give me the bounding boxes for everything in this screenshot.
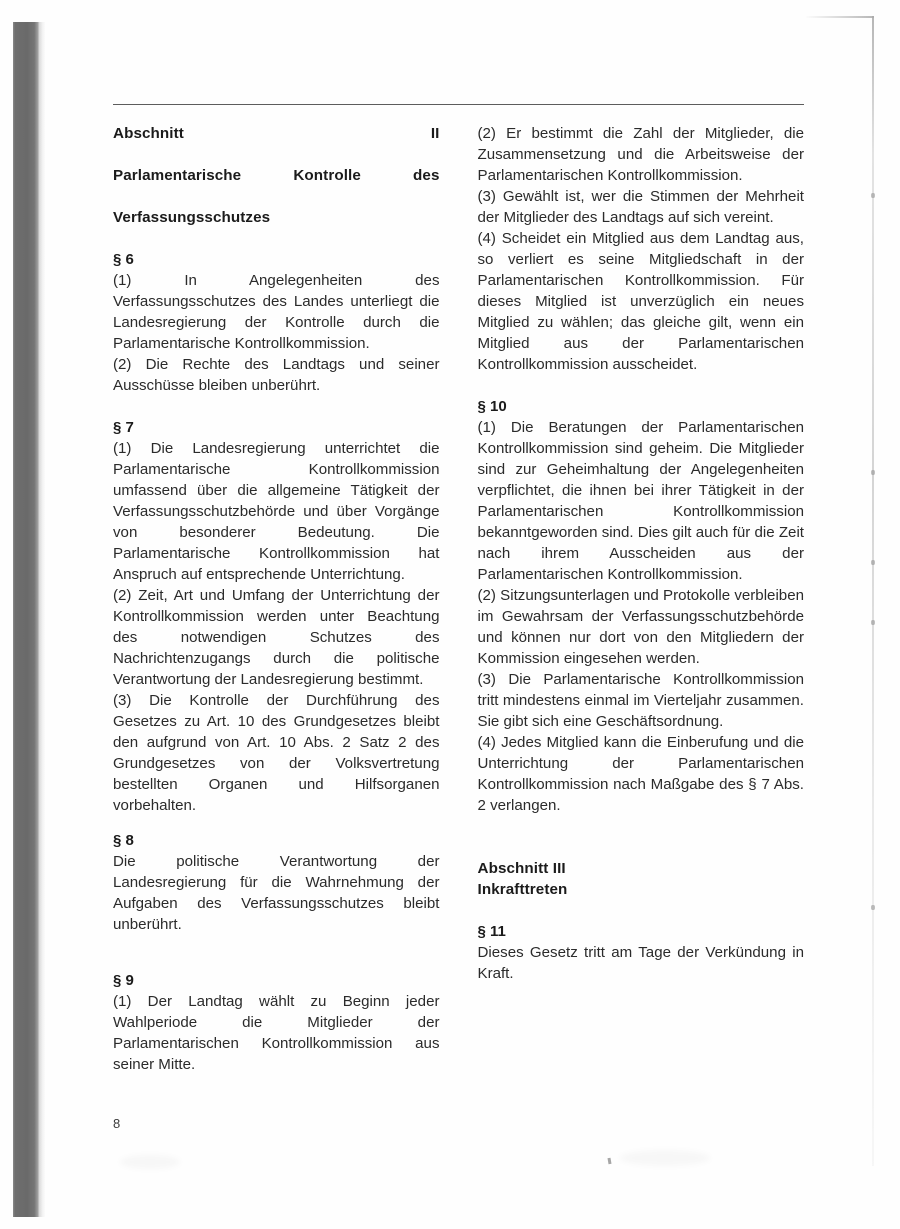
paragraph-heading-8: § 8 xyxy=(113,832,134,849)
left-column xyxy=(113,123,440,1133)
spacer xyxy=(478,375,805,396)
spacer xyxy=(478,900,805,921)
right-column xyxy=(478,123,805,984)
paragraph-6-2: (2) Die Rechte des Landtags und seiner Ausschüsse bleiben unberührt. xyxy=(113,356,440,394)
paragraph-9-4: (4) Scheidet ein Mitglied aus dem Landtag aus, so verliert es seine Mitgliedschaft in der Parlamentarischen Kontrollkommission. Für dieses Mitglied ist unverzüglich ein neues Mitglied zu wählen; das gleiche gilt, wenn ein Mitglied aus der Parlamentarischen Kontrollkommission ausscheidet. xyxy=(477,230,804,373)
section-heading-line: Abschnitt III xyxy=(477,860,566,877)
scan-smudge xyxy=(620,1150,710,1166)
paragraph-6-1: (1) In Angelegenheiten des Verfassungsschutzes des Landes unterliegt die Landesregierung der Kontrolle durch die Parlamentarische Kontrollkommission. xyxy=(113,272,440,352)
binding-highlight-artifact xyxy=(39,22,45,1217)
section-heading-line: Parlamentarische Kontrolle des xyxy=(113,167,440,184)
section-heading-line: Inkrafttreten xyxy=(477,881,568,898)
page-edge-nick-icon xyxy=(871,905,875,910)
page-edge-nick-icon xyxy=(871,193,875,198)
spacer xyxy=(113,816,440,830)
paragraph-10-1: (1) Die Beratungen der Parlamentarischen Kontrollkommission sind geheim. Die Mitglieder sind zur Geheimhaltung der Angelegenheiten verpflichtet, die ihnen bei ihrer Tätigkeit in der Parlamentarischen Kontrollkommission bekanntgeworden sind. Dies gilt auch für die Zeit nach ihrem Ausscheiden aus der Parlamentarischen Kontrollkommission. xyxy=(477,419,804,583)
spacer xyxy=(113,396,440,417)
spacer xyxy=(113,228,440,249)
paragraph-9-1: (1) Der Landtag wählt zu Beginn jeder Wahlperiode die Mitglieder der Parlamentarischen Kontrollkommission aus seiner Mitte. xyxy=(113,993,440,1073)
stray-ink-mark xyxy=(608,1158,612,1164)
paragraph-10-4: (4) Jedes Mitglied kann die Einberufung und die Unterrichtung der Parlamentarischen Kontrollkommission nach Maßgabe des § 7 Abs. 2 verlangen. xyxy=(477,734,804,814)
paragraph-10-2: (2) Sitzungsunterlagen und Protokolle verbleiben im Gewahrsam der Verfassungsschutzbehörde und können nur dort von den Mitgliedern der Kommission eingesehen werden. xyxy=(477,587,804,667)
section-heading-line: Verfassungsschutzes xyxy=(113,209,271,226)
spacer xyxy=(113,956,440,970)
page-edge-nick-icon xyxy=(871,560,875,565)
paragraph-7-2: (2) Zeit, Art und Umfang der Unterrichtung der Kontrollkommission werden unter Beachtung des notwendigen Schutzes des Nachrichtenzugangs durch die politische Verantwortung der Landesregierung bestimmt. xyxy=(113,587,440,688)
spacer xyxy=(478,816,805,837)
paragraph-heading-9: § 9 xyxy=(113,972,134,989)
page-edge-nick-icon xyxy=(871,620,875,625)
spacer xyxy=(113,935,440,956)
paragraph-heading-11: § 11 xyxy=(477,923,506,940)
header-rule xyxy=(113,104,804,105)
paragraph-heading-6: § 6 xyxy=(113,251,134,268)
paragraph-heading-7: § 7 xyxy=(113,419,134,436)
paragraph-heading-10: § 10 xyxy=(477,398,507,415)
paragraph-7-3: (3) Die Kontrolle der Durchführung des Gesetzes zu Art. 10 des Grundgesetzes bleibt den aufgrund von Art. 10 Abs. 2 Satz 2 des Grundgesetzes von der Volksvertretung bestellten Organen und Hilfsorganen vorbehalten. xyxy=(113,692,440,814)
two-column-layout xyxy=(113,123,804,1133)
section-heading-abschnitt-2 xyxy=(113,123,440,228)
paragraph-9-2: (2) Er bestimmt die Zahl der Mitglieder, die Zusammensetzung und die Arbeitsweise der Parlamentarischen Kontrollkommission. xyxy=(477,125,804,184)
spacer xyxy=(478,837,805,858)
page-number: 8 xyxy=(113,1116,121,1131)
paragraph-7-1: (1) Die Landesregierung unterrichtet die Parlamentarische Kontrollkommission umfassend über die allgemeine Tätigkeit der Verfassungsschutzbehörde und über Vorgänge von besonderer Bedeutung. Die Parlamentarische Kontrollkommission hat Anspruch auf entsprechende Unterrichtung. xyxy=(113,440,440,583)
page-edge-nick-icon xyxy=(871,470,875,475)
paragraph-9-3: (3) Gewählt ist, wer die Stimmen der Mehrheit der Mitglieder des Landtags auf sich vereint. xyxy=(477,188,804,226)
paragraph-11-text: Dieses Gesetz tritt am Tage der Verkündung in Kraft. xyxy=(477,944,804,982)
scan-smudge xyxy=(120,1155,180,1169)
paragraph-10-3: (3) Die Parlamentarische Kontrollkommission tritt mindestens einmal im Vierteljahr zusammen. Sie gibt sich eine Geschäftsordnung. xyxy=(477,671,804,730)
page-edge-top-artifact xyxy=(806,16,874,18)
binding-shadow-artifact xyxy=(13,22,39,1217)
section-heading-line: Abschnitt II xyxy=(113,125,440,142)
section-heading-abschnitt-3 xyxy=(478,858,805,900)
paragraph-8-text: Die politische Verantwortung der Landesregierung für die Wahrnehmung der Aufgaben des Verfassungsschutzes bleibt unberührt. xyxy=(113,853,440,933)
page-edge-right-artifact xyxy=(872,16,874,1166)
page-content xyxy=(113,104,804,1133)
